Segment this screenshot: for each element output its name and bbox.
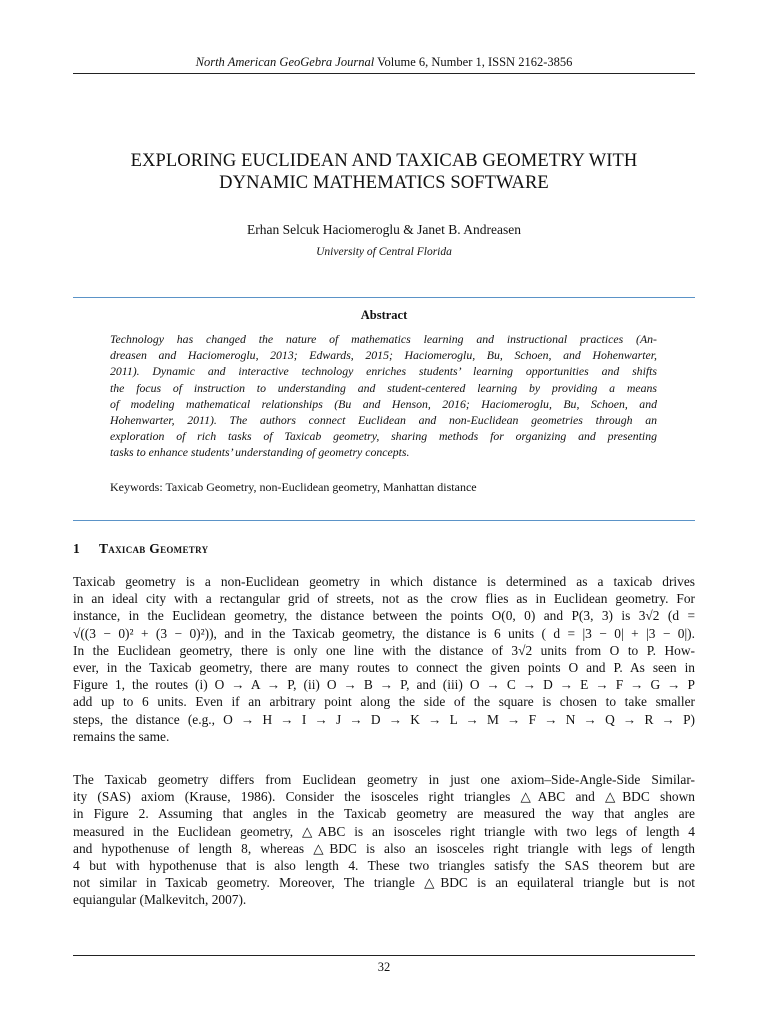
abstract-line: dreasen and Haciomeroglu, 2013; Edwards, 2015; Haciomeroglu, Bu, Schoen, and Hohenwarter, (110, 348, 657, 363)
volume-info: Volume 6, Number 1, ISSN 2162-3856 (377, 55, 573, 69)
title-line-2: DYNAMIC MATHEMATICS SOFTWARE (219, 173, 549, 193)
paragraph-line: In the Euclidean geometry, there is only one line with the distance of 3√2 units from O to P. How- (73, 642, 695, 658)
title-line-1: EXPLORING EUCLIDEAN AND TAXICAB GEOMETRY WITH (130, 151, 638, 171)
abstract-line: Hohenwarter, 2011). The authors connect Euclidean and non-Euclidean geometries through an (110, 413, 657, 428)
abstract-line: the focus of instruction to understanding and student-centered learning by providing a means (110, 380, 657, 395)
abstract-line: Technology has changed the nature of mathematics learning and instructional practices (An- (110, 332, 657, 346)
paragraph-line: instance, in the Euclidean geometry, the distance between the points O(0, 0) and P(3, 3) is 3√2 (d = (73, 608, 695, 624)
authors: Erhan Selcuk Haciomeroglu & Janet B. Andreasen (246, 222, 522, 237)
paragraph-line: ever, in the Taxicab geometry, there are many routes to connect the given points O and P. As seen in (73, 660, 695, 676)
paragraph-line: Figure 1, the routes (i) O → A → P, (ii) O → B → P, and (iii) O → C → D → E → F → G → P (73, 677, 695, 693)
paragraph-line: add up to 6 units. Even if an arbitrary point along the side of the square is chosen to take smaller (73, 694, 695, 710)
page-number: 32 (377, 960, 391, 974)
abstract-line: of modeling mathematical relationships (Bu and Henson, 2016; Haciomeroglu, Bu, Schoen, and (110, 396, 657, 411)
journal-name: North American GeoGebra Journal (195, 55, 375, 69)
abstract-line: exploration of rich tasks of Taxicab geometry, sharing methods for organizing and presenting (110, 429, 657, 444)
abstract-bottom-rule (73, 520, 695, 521)
paragraph-line: ity (SAS) axiom (Krause, 1986). Consider the isosceles right triangles △ABC and △BDC shown (73, 789, 695, 805)
paragraph-line: remains the same. (73, 728, 170, 744)
paragraph-line: in Figure 2. Assuming that angles in the Taxicab geometry are measured the way that angles are (73, 806, 695, 822)
section-number: 1 (73, 541, 80, 556)
paragraph-line: √((3 − 0)² + (3 − 0)²)), and in the Taxicab geometry, the distance is 6 units ( d = |3 − 0| + |3 − 0|). (73, 625, 695, 641)
body-paragraph-2 (73, 771, 695, 909)
paragraph-line: in an ideal city with a rectangular grid of streets, not as the crow flies as in Euclidean geometry. For (73, 591, 695, 607)
paper-title (73, 150, 695, 194)
paragraph-line: 4 but with hypothenuse that is also length 4. These two triangles satisfy the SAS theorem but are (73, 858, 695, 874)
running-header (73, 55, 695, 70)
abstract-heading: Abstract (360, 308, 408, 322)
body-paragraph-1 (73, 573, 695, 745)
abstract-line: 2011). Dynamic and interactive technology enriches students’ learning opportunities and shifts (110, 364, 657, 379)
abstract-line: tasks to enhance students’ understanding of geometry concepts. (110, 445, 410, 460)
paragraph-line: steps, the distance (e.g., O → H → I → J → D → K → L → M → F → N → Q → R → P) (73, 711, 695, 727)
paragraph-line: equiangular (Malkevitch, 2007). (73, 892, 247, 908)
abstract-top-rule (73, 297, 695, 298)
paragraph-line: The Taxicab geometry differs from Euclidean geometry in just one axiom–Side-Angle-Side Similar- (73, 772, 695, 787)
paragraph-line: and hypothenuse of length 8, whereas △BDC is also an isosceles right triangle with legs of length (73, 840, 695, 856)
section-heading (73, 541, 695, 557)
affiliation: University of Central Florida (316, 246, 452, 258)
footer-rule (73, 955, 695, 956)
section-title: Taxicab Geometry (99, 541, 209, 556)
paragraph-line: Taxicab geometry is a non-Euclidean geometry in which distance is determined as a taxicab drives (73, 574, 695, 589)
paragraph-line: not similar in Taxicab geometry. Moreover, The triangle △BDC is an equilateral triangle but is not (73, 875, 695, 891)
header-rule (73, 73, 695, 74)
keywords: Keywords: Taxicab Geometry, non-Euclidean geometry, Manhattan distance (110, 480, 477, 494)
abstract-body (110, 331, 657, 461)
paragraph-line: measured in the Euclidean geometry, △ABC is an isosceles right triangle with two legs of length 4 (73, 823, 695, 839)
